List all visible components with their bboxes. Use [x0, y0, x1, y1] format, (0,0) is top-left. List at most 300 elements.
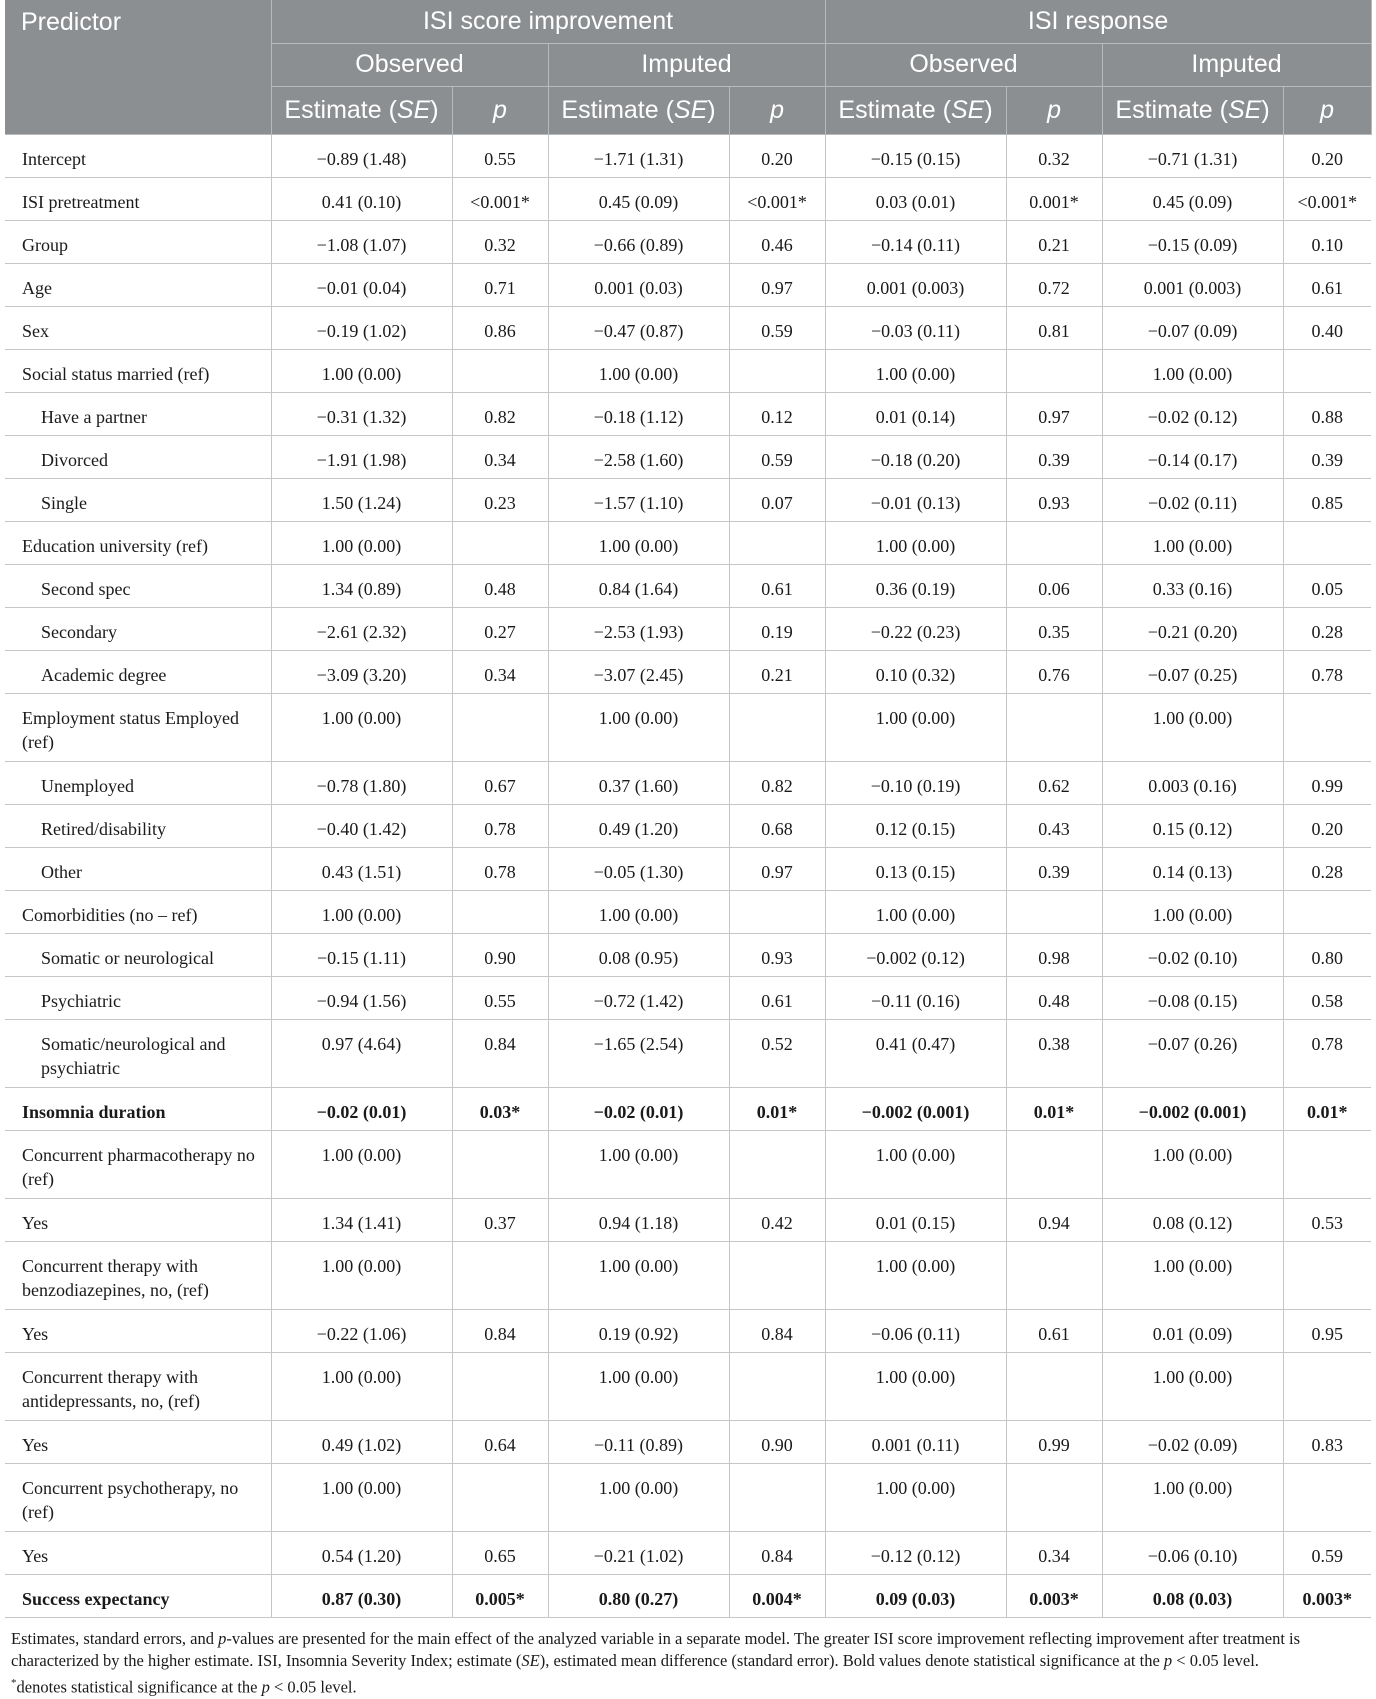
estimate-cell: 1.00 (0.00) [825, 1463, 1006, 1531]
p-value-cell: 0.84 [452, 1019, 548, 1087]
p-value-cell: 0.55 [452, 134, 548, 177]
estimate-cell: 1.00 (0.00) [1102, 349, 1283, 392]
predictor-label: Age [5, 263, 271, 306]
estimate-cell: −0.07 (0.25) [1102, 650, 1283, 693]
p-value-cell: 0.61 [1283, 263, 1371, 306]
table-row [5, 1463, 1371, 1531]
table-footnote [5, 1618, 1371, 1699]
p-value-cell: 0.34 [1006, 1531, 1102, 1574]
estimate-cell: −0.02 (0.12) [1102, 392, 1283, 435]
p-value-cell: 0.97 [729, 847, 825, 890]
estimate-cell: 1.00 (0.00) [548, 1241, 729, 1309]
estimate-cell: 0.15 (0.12) [1102, 804, 1283, 847]
p-value-cell: 0.61 [729, 976, 825, 1019]
p-value-cell: 0.38 [1006, 1019, 1102, 1087]
p-value-cell: 0.004* [729, 1574, 825, 1617]
p-value-cell: 0.001* [1006, 177, 1102, 220]
p-value-cell: 0.34 [452, 435, 548, 478]
estimate-cell: −0.02 (0.01) [271, 1087, 452, 1130]
estimate-cell: 1.34 (1.41) [271, 1198, 452, 1241]
p-value-cell: 0.78 [452, 847, 548, 890]
table-row [5, 478, 1371, 521]
p-value-cell: 0.42 [729, 1198, 825, 1241]
p-value-cell: 0.07 [729, 478, 825, 521]
p-value-cell: 0.95 [1283, 1309, 1371, 1352]
estimate-cell: 0.01 (0.15) [825, 1198, 1006, 1241]
estimate-cell: 1.00 (0.00) [825, 1352, 1006, 1420]
p-value-cell: 0.10 [1283, 220, 1371, 263]
p-value-cell: 0.003* [1006, 1574, 1102, 1617]
p-value-cell: 0.35 [1006, 607, 1102, 650]
predictor-label: Education university (ref) [5, 521, 271, 564]
table-row [5, 1352, 1371, 1420]
predictor-label: Concurrent pharmacotherapy no (ref) [5, 1130, 271, 1198]
estimate-cell: 0.003 (0.16) [1102, 761, 1283, 804]
estimate-cell: 1.00 (0.00) [548, 521, 729, 564]
header-observed: Observed [825, 43, 1102, 86]
table-row [5, 890, 1371, 933]
estimate-cell: −1.08 (1.07) [271, 220, 452, 263]
estimate-cell: 0.001 (0.003) [1102, 263, 1283, 306]
estimate-cell: 0.36 (0.19) [825, 564, 1006, 607]
predictor-label: Somatic or neurological [5, 933, 271, 976]
estimate-cell: 0.01 (0.14) [825, 392, 1006, 435]
estimate-cell: 0.87 (0.30) [271, 1574, 452, 1617]
p-value-cell: 0.90 [452, 933, 548, 976]
estimate-cell: −0.15 (0.15) [825, 134, 1006, 177]
p-value-cell: 0.85 [1283, 478, 1371, 521]
p-value-cell [1006, 1352, 1102, 1420]
predictor-label: Second spec [5, 564, 271, 607]
predictor-label: Sex [5, 306, 271, 349]
header-p: p [1283, 86, 1371, 134]
estimate-cell: 0.84 (1.64) [548, 564, 729, 607]
predictor-label: ISI pretreatment [5, 177, 271, 220]
estimate-cell: 0.001 (0.11) [825, 1420, 1006, 1463]
estimate-cell: 1.00 (0.00) [271, 890, 452, 933]
header-imputed: Imputed [1102, 43, 1371, 86]
estimate-cell: 0.45 (0.09) [1102, 177, 1283, 220]
estimate-cell: 0.43 (1.51) [271, 847, 452, 890]
estimate-cell: 0.08 (0.95) [548, 933, 729, 976]
p-value-cell: 0.86 [452, 306, 548, 349]
predictor-label: Psychiatric [5, 976, 271, 1019]
estimate-cell: −0.21 (1.02) [548, 1531, 729, 1574]
p-value-cell: 0.64 [452, 1420, 548, 1463]
p-value-cell: 0.76 [1006, 650, 1102, 693]
p-value-cell [452, 1463, 548, 1531]
predictor-label: Group [5, 220, 271, 263]
estimate-cell: −0.02 (0.09) [1102, 1420, 1283, 1463]
estimate-cell: −0.01 (0.13) [825, 478, 1006, 521]
estimate-cell: 1.50 (1.24) [271, 478, 452, 521]
p-value-cell: 0.99 [1283, 761, 1371, 804]
table-body [5, 134, 1371, 1617]
estimate-cell: −0.72 (1.42) [548, 976, 729, 1019]
estimate-cell: 0.01 (0.09) [1102, 1309, 1283, 1352]
p-value-cell: 0.99 [1006, 1420, 1102, 1463]
p-value-cell [729, 1463, 825, 1531]
p-value-cell [729, 693, 825, 761]
header-estimate-se: Estimate (SE) [1102, 86, 1283, 134]
p-value-cell: 0.68 [729, 804, 825, 847]
estimate-cell: 0.14 (0.13) [1102, 847, 1283, 890]
estimate-cell: 1.00 (0.00) [271, 1463, 452, 1531]
p-value-cell: 0.20 [1283, 134, 1371, 177]
estimate-cell: −0.94 (1.56) [271, 976, 452, 1019]
table-row [5, 521, 1371, 564]
p-value-cell [452, 1241, 548, 1309]
estimate-cell: 1.00 (0.00) [825, 1130, 1006, 1198]
estimate-cell: −0.47 (0.87) [548, 306, 729, 349]
p-value-cell: 0.65 [452, 1531, 548, 1574]
estimate-cell: −0.02 (0.11) [1102, 478, 1283, 521]
p-value-cell: <0.001* [729, 177, 825, 220]
p-value-cell [1283, 521, 1371, 564]
p-value-cell: 0.27 [452, 607, 548, 650]
estimate-cell: 1.00 (0.00) [1102, 1241, 1283, 1309]
regression-table [5, 0, 1372, 1618]
p-value-cell: 0.98 [1006, 933, 1102, 976]
p-value-cell: 0.59 [1283, 1531, 1371, 1574]
estimate-cell: −1.57 (1.10) [548, 478, 729, 521]
estimate-cell: −2.61 (2.32) [271, 607, 452, 650]
estimate-cell: −0.11 (0.89) [548, 1420, 729, 1463]
estimate-cell: −0.06 (0.10) [1102, 1531, 1283, 1574]
p-value-cell [1006, 349, 1102, 392]
p-value-cell: 0.62 [1006, 761, 1102, 804]
p-value-cell: 0.61 [729, 564, 825, 607]
p-value-cell: 0.53 [1283, 1198, 1371, 1241]
p-value-cell: 0.46 [729, 220, 825, 263]
p-value-cell: 0.84 [729, 1531, 825, 1574]
p-value-cell: 0.59 [729, 306, 825, 349]
table-row [5, 1130, 1371, 1198]
table-row [5, 1531, 1371, 1574]
estimate-cell: 0.13 (0.15) [825, 847, 1006, 890]
predictor-label: Employment status Employed (ref) [5, 693, 271, 761]
table-row [5, 1420, 1371, 1463]
estimate-cell: −0.18 (0.20) [825, 435, 1006, 478]
table-header [5, 0, 1371, 134]
p-value-cell: 0.01* [729, 1087, 825, 1130]
estimate-cell: −0.15 (1.11) [271, 933, 452, 976]
p-value-cell [1283, 1241, 1371, 1309]
table-row [5, 349, 1371, 392]
estimate-cell: −0.01 (0.04) [271, 263, 452, 306]
p-value-cell [729, 1130, 825, 1198]
estimate-cell: 0.19 (0.92) [548, 1309, 729, 1352]
estimate-cell: 1.00 (0.00) [271, 521, 452, 564]
p-value-cell: 0.55 [452, 976, 548, 1019]
estimate-cell: 0.001 (0.03) [548, 263, 729, 306]
p-value-cell: 0.12 [729, 392, 825, 435]
estimate-cell: −0.22 (0.23) [825, 607, 1006, 650]
header-imputed: Imputed [548, 43, 825, 86]
predictor-label: Somatic/neurological and psychiatric [5, 1019, 271, 1087]
p-value-cell: 0.05 [1283, 564, 1371, 607]
p-value-cell [1283, 1463, 1371, 1531]
table-row [5, 650, 1371, 693]
p-value-cell: 0.39 [1006, 435, 1102, 478]
p-value-cell: 0.59 [729, 435, 825, 478]
estimate-cell: 1.00 (0.00) [1102, 693, 1283, 761]
p-value-cell [452, 1352, 548, 1420]
p-value-cell: 0.005* [452, 1574, 548, 1617]
estimate-cell: 1.00 (0.00) [825, 521, 1006, 564]
p-value-cell: 0.37 [452, 1198, 548, 1241]
p-value-cell: 0.80 [1283, 933, 1371, 976]
estimate-cell: 1.00 (0.00) [825, 349, 1006, 392]
p-value-cell: 0.01* [1006, 1087, 1102, 1130]
p-value-cell: 0.28 [1283, 847, 1371, 890]
predictor-label: Intercept [5, 134, 271, 177]
p-value-cell: 0.20 [1283, 804, 1371, 847]
estimate-cell: −0.03 (0.11) [825, 306, 1006, 349]
table-row [5, 392, 1371, 435]
estimate-cell: −1.71 (1.31) [548, 134, 729, 177]
estimate-cell: −0.15 (0.09) [1102, 220, 1283, 263]
p-value-cell: 0.40 [1283, 306, 1371, 349]
p-value-cell: 0.48 [1006, 976, 1102, 1019]
predictor-label: Concurrent therapy with benzodiazepines, no, (ref) [5, 1241, 271, 1309]
p-value-cell: 0.97 [1006, 392, 1102, 435]
predictor-label: Yes [5, 1531, 271, 1574]
p-value-cell: 0.88 [1283, 392, 1371, 435]
estimate-cell: −0.21 (0.20) [1102, 607, 1283, 650]
estimate-cell: −0.14 (0.17) [1102, 435, 1283, 478]
p-value-cell [1006, 521, 1102, 564]
p-value-cell: 0.32 [452, 220, 548, 263]
p-value-cell [452, 1130, 548, 1198]
p-value-cell [1283, 693, 1371, 761]
p-value-cell [1006, 1463, 1102, 1531]
estimate-cell: −0.06 (0.11) [825, 1309, 1006, 1352]
estimate-cell: −0.12 (0.12) [825, 1531, 1006, 1574]
predictor-label: Retired/disability [5, 804, 271, 847]
estimate-cell: 1.00 (0.00) [825, 693, 1006, 761]
estimate-cell: 0.49 (1.02) [271, 1420, 452, 1463]
p-value-cell: 0.58 [1283, 976, 1371, 1019]
estimate-cell: 1.00 (0.00) [271, 349, 452, 392]
estimate-cell: 0.37 (1.60) [548, 761, 729, 804]
table-row [5, 1241, 1371, 1309]
p-value-cell [729, 1352, 825, 1420]
estimate-cell: 0.41 (0.47) [825, 1019, 1006, 1087]
p-value-cell: <0.001* [1283, 177, 1371, 220]
estimate-cell: −1.91 (1.98) [271, 435, 452, 478]
p-value-cell: 0.06 [1006, 564, 1102, 607]
estimate-cell: 1.00 (0.00) [548, 890, 729, 933]
p-value-cell: 0.48 [452, 564, 548, 607]
estimate-cell: 0.49 (1.20) [548, 804, 729, 847]
header-p: p [1006, 86, 1102, 134]
predictor-label: Comorbidities (no – ref) [5, 890, 271, 933]
estimate-cell: −0.31 (1.32) [271, 392, 452, 435]
p-value-cell: 0.19 [729, 607, 825, 650]
estimate-cell: −3.07 (2.45) [548, 650, 729, 693]
p-value-cell: 0.34 [452, 650, 548, 693]
header-p: p [729, 86, 825, 134]
p-value-cell: 0.01* [1283, 1087, 1371, 1130]
p-value-cell [729, 1241, 825, 1309]
estimate-cell: −0.02 (0.10) [1102, 933, 1283, 976]
p-value-cell: 0.94 [1006, 1198, 1102, 1241]
table-row [5, 1309, 1371, 1352]
table-row [5, 1087, 1371, 1130]
estimate-cell: 0.08 (0.12) [1102, 1198, 1283, 1241]
p-value-cell: 0.61 [1006, 1309, 1102, 1352]
predictor-label: Other [5, 847, 271, 890]
predictor-label: Success expectancy [5, 1574, 271, 1617]
p-value-cell [1006, 890, 1102, 933]
estimate-cell: 0.12 (0.15) [825, 804, 1006, 847]
p-value-cell: 0.83 [1283, 1420, 1371, 1463]
estimate-cell: 1.00 (0.00) [271, 1130, 452, 1198]
p-value-cell: 0.97 [729, 263, 825, 306]
predictor-label: Single [5, 478, 271, 521]
p-value-cell [452, 890, 548, 933]
predictor-label: Social status married (ref) [5, 349, 271, 392]
p-value-cell: 0.81 [1006, 306, 1102, 349]
estimate-cell: −2.53 (1.93) [548, 607, 729, 650]
p-value-cell [1283, 1352, 1371, 1420]
p-value-cell: 0.52 [729, 1019, 825, 1087]
header-p: p [452, 86, 548, 134]
p-value-cell [729, 521, 825, 564]
estimate-cell: −0.14 (0.11) [825, 220, 1006, 263]
p-value-cell: 0.003* [1283, 1574, 1371, 1617]
estimate-cell: 1.00 (0.00) [548, 1352, 729, 1420]
table-row [5, 693, 1371, 761]
estimate-cell: 0.94 (1.18) [548, 1198, 729, 1241]
p-value-cell: 0.93 [729, 933, 825, 976]
estimate-cell: −0.05 (1.30) [548, 847, 729, 890]
p-value-cell [1283, 1130, 1371, 1198]
predictor-label: Insomnia duration [5, 1087, 271, 1130]
estimate-cell: 1.00 (0.00) [1102, 521, 1283, 564]
estimate-cell: −1.65 (2.54) [548, 1019, 729, 1087]
estimate-cell: −0.08 (0.15) [1102, 976, 1283, 1019]
p-value-cell [729, 890, 825, 933]
estimate-cell: −0.19 (1.02) [271, 306, 452, 349]
p-value-cell: 0.84 [729, 1309, 825, 1352]
p-value-cell: 0.32 [1006, 134, 1102, 177]
table-row [5, 306, 1371, 349]
header-predictor: Predictor [5, 0, 271, 134]
estimate-cell: 0.54 (1.20) [271, 1531, 452, 1574]
estimate-cell: −0.18 (1.12) [548, 392, 729, 435]
estimate-cell: 0.45 (0.09) [548, 177, 729, 220]
estimate-cell: 1.00 (0.00) [1102, 1463, 1283, 1531]
predictor-label: Secondary [5, 607, 271, 650]
estimate-cell: −0.11 (0.16) [825, 976, 1006, 1019]
estimate-cell: 0.03 (0.01) [825, 177, 1006, 220]
header-estimate-se: Estimate (SE) [548, 86, 729, 134]
estimate-cell: 1.34 (0.89) [271, 564, 452, 607]
estimate-cell: 1.00 (0.00) [548, 1463, 729, 1531]
table-row [5, 435, 1371, 478]
p-value-cell: 0.78 [452, 804, 548, 847]
header-observed: Observed [271, 43, 548, 86]
estimate-cell: 0.33 (0.16) [1102, 564, 1283, 607]
p-value-cell: 0.82 [729, 761, 825, 804]
table-row [5, 804, 1371, 847]
predictor-label: Yes [5, 1420, 271, 1463]
table-row [5, 933, 1371, 976]
p-value-cell: 0.72 [1006, 263, 1102, 306]
estimate-cell: −3.09 (3.20) [271, 650, 452, 693]
estimate-cell: −0.40 (1.42) [271, 804, 452, 847]
estimate-cell: 1.00 (0.00) [825, 1241, 1006, 1309]
p-value-cell: 0.23 [452, 478, 548, 521]
table-row [5, 263, 1371, 306]
p-value-cell: 0.82 [452, 392, 548, 435]
table-row [5, 177, 1371, 220]
p-value-cell: 0.84 [452, 1309, 548, 1352]
table-row [5, 761, 1371, 804]
estimate-cell: −0.22 (1.06) [271, 1309, 452, 1352]
p-value-cell: 0.39 [1006, 847, 1102, 890]
p-value-cell [1006, 1241, 1102, 1309]
estimate-cell: 0.001 (0.003) [825, 263, 1006, 306]
estimate-cell: −0.71 (1.31) [1102, 134, 1283, 177]
estimate-cell: 1.00 (0.00) [1102, 1130, 1283, 1198]
estimate-cell: 0.09 (0.03) [825, 1574, 1006, 1617]
p-value-cell [729, 349, 825, 392]
p-value-cell: 0.28 [1283, 607, 1371, 650]
p-value-cell: 0.90 [729, 1420, 825, 1463]
estimate-cell: 1.00 (0.00) [271, 1352, 452, 1420]
p-value-cell: 0.20 [729, 134, 825, 177]
table-row [5, 847, 1371, 890]
predictor-label: Unemployed [5, 761, 271, 804]
table-row [5, 134, 1371, 177]
p-value-cell [1283, 349, 1371, 392]
predictor-label: Concurrent psychotherapy, no (ref) [5, 1463, 271, 1531]
estimate-cell: −0.10 (0.19) [825, 761, 1006, 804]
p-value-cell: 0.03* [452, 1087, 548, 1130]
estimate-cell: −0.89 (1.48) [271, 134, 452, 177]
p-value-cell [452, 521, 548, 564]
table-container [5, 0, 1371, 1698]
p-value-cell: 0.21 [1006, 220, 1102, 263]
estimate-cell: −0.02 (0.01) [548, 1087, 729, 1130]
predictor-label: Divorced [5, 435, 271, 478]
p-value-cell: 0.78 [1283, 650, 1371, 693]
table-row [5, 1574, 1371, 1617]
estimate-cell: 1.00 (0.00) [271, 1241, 452, 1309]
estimate-cell: 0.08 (0.03) [1102, 1574, 1283, 1617]
footnote-main: Estimates, standard errors, and p-values are presented for the main effect of the analyzed variable in a separate model. The greater ISI score improvement reflecting improvement after treatment is characterized by the higher estimate. ISI, Insomnia Severity Index; estimate (SE), estimated mean difference (standard error). Bold values denote statistical significance at the p < 0.05 level. [11, 1628, 1301, 1670]
estimate-cell: 1.00 (0.00) [548, 1130, 729, 1198]
header-isi-score-improvement: ISI score improvement [271, 0, 825, 43]
p-value-cell [1006, 693, 1102, 761]
estimate-cell: −0.002 (0.001) [1102, 1087, 1283, 1130]
estimate-cell: 1.00 (0.00) [825, 890, 1006, 933]
estimate-cell: −0.07 (0.09) [1102, 306, 1283, 349]
estimate-cell: 1.00 (0.00) [1102, 1352, 1283, 1420]
footnote-significance: *denotes statistical significance at the p < 0.05 level. [11, 1676, 357, 1696]
p-value-cell: 0.67 [452, 761, 548, 804]
estimate-cell: 1.00 (0.00) [548, 349, 729, 392]
p-value-cell [1283, 890, 1371, 933]
estimate-cell: 1.00 (0.00) [548, 693, 729, 761]
p-value-cell: 0.39 [1283, 435, 1371, 478]
table-row [5, 220, 1371, 263]
estimate-cell: 0.97 (4.64) [271, 1019, 452, 1087]
estimate-cell: −0.66 (0.89) [548, 220, 729, 263]
